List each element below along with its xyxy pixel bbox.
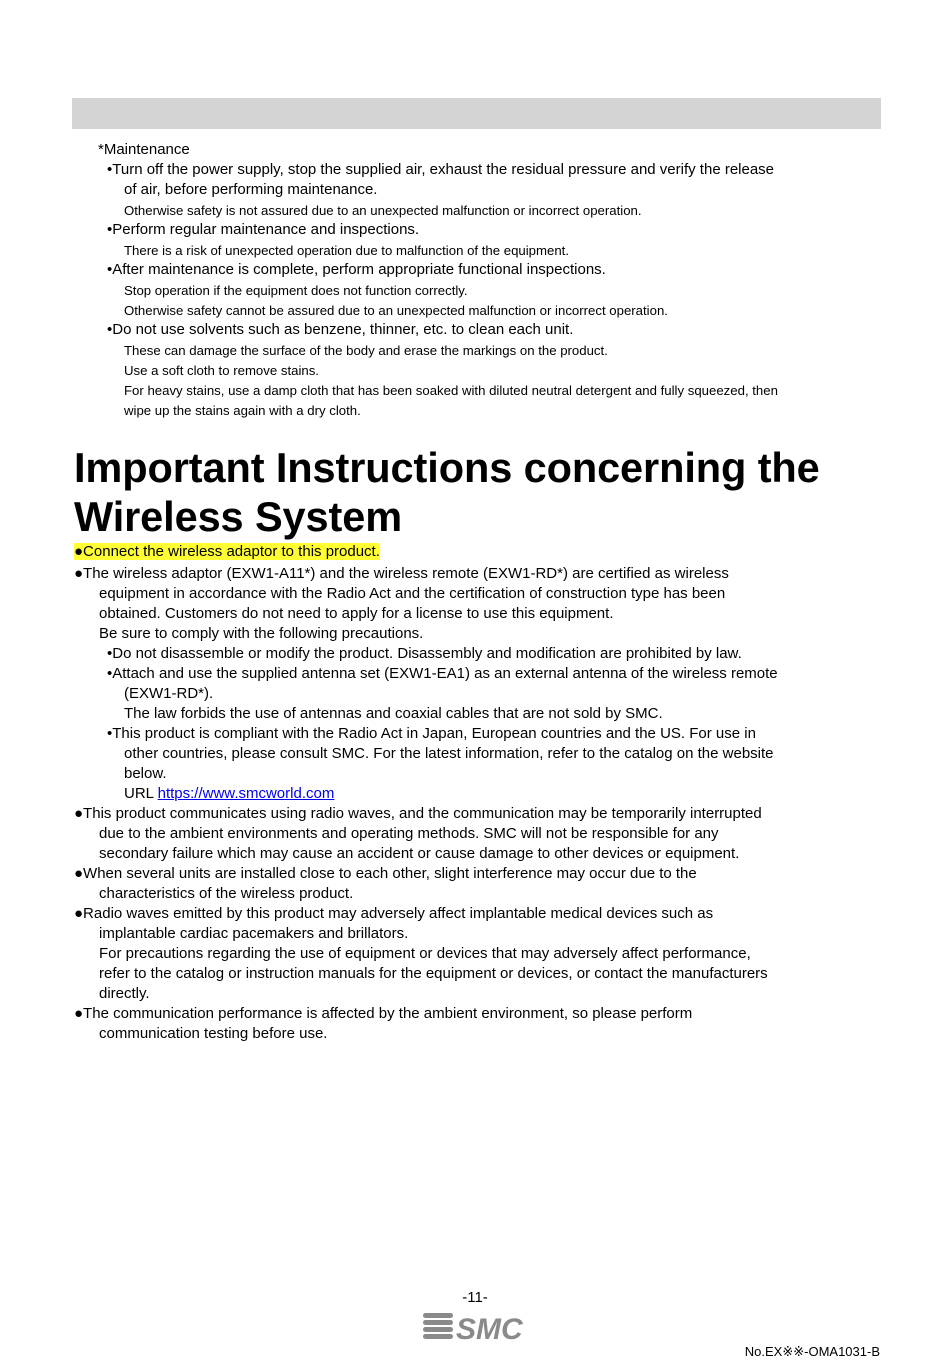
precaution-item-3-cont: below. <box>124 765 167 782</box>
website-link[interactable]: https://www.smcworld.com <box>157 785 335 802</box>
precaution-item-3-cont: other countries, please consult SMC. For the latest information, refer to the catalog on the website <box>124 745 774 762</box>
maintenance-note: Stop operation if the equipment does not function correctly. <box>124 283 468 298</box>
smc-logo <box>423 1308 533 1342</box>
maintenance-item-1: •Turn off the power supply, stop the supplied air, exhaust the residual pressure and verify the release <box>107 161 775 178</box>
wireless-bullet-1: ●The wireless adaptor (EXW1-A11*) and the wireless remote (EXW1-RD*) are certified as wireless <box>74 565 729 582</box>
highlight-text: ●Connect the wireless adaptor to this product. <box>74 543 380 560</box>
url-line <box>124 784 334 804</box>
maintenance-item-4: •Do not use solvents such as benzene, thinner, etc. to clean each unit. <box>107 321 574 338</box>
wireless-bullet-1-cont: equipment in accordance with the Radio Act and the certification of construction type has been <box>99 585 726 602</box>
maintenance-item-1-cont: of air, before performing maintenance. <box>124 181 378 198</box>
section-heading: Important Instructions concerning the <box>74 444 820 491</box>
wireless-bullet-4-cont: directly. <box>99 985 150 1002</box>
wireless-bullet-1-cont: Be sure to comply with the following precautions. <box>99 625 424 642</box>
wireless-bullet-3-cont: characteristics of the wireless product. <box>99 885 354 902</box>
maintenance-note: Use a soft cloth to remove stains. <box>124 363 319 378</box>
wireless-bullet-4: ●Radio waves emitted by this product may adversely affect implantable medical devices such as <box>74 905 714 922</box>
wireless-bullet-5-cont: communication testing before use. <box>99 1025 328 1042</box>
maintenance-item-3: •After maintenance is complete, perform appropriate functional inspections. <box>107 261 606 278</box>
wireless-bullet-3: ●When several units are installed close to each other, slight interference may occur due to the <box>74 865 697 882</box>
wireless-bullet-2-cont: secondary failure which may cause an accident or cause damage to other devices or equipment. <box>99 845 740 862</box>
precaution-item-2-cont: (EXW1-RD*). <box>124 685 214 702</box>
wireless-bullet-1-cont: obtained. Customers do not need to apply for a license to use this equipment. <box>99 605 614 622</box>
precaution-item-1: •Do not disassemble or modify the product. Disassembly and modification are prohibited by law. <box>107 645 742 662</box>
document-number: No.EX※※-OMA1031-B <box>744 1344 880 1359</box>
maintenance-note: wipe up the stains again with a dry cloth. <box>124 403 361 418</box>
wireless-bullet-5: ●The communication performance is affected by the ambient environment, so please perform <box>74 1005 693 1022</box>
wireless-bullet-4-cont: For precautions regarding the use of equipment or devices that may adversely affect performance, <box>99 945 751 962</box>
precaution-item-2-cont: The law forbids the use of antennas and coaxial cables that are not sold by SMC. <box>124 705 663 722</box>
logo-text: SMC <box>456 1313 523 1342</box>
wireless-bullet-4-cont: refer to the catalog or instruction manuals for the equipment or devices, or contact the manufacturers <box>99 965 768 982</box>
maintenance-item-2: •Perform regular maintenance and inspections. <box>107 221 420 238</box>
page-number: -11- <box>462 1289 488 1306</box>
url-label: URL <box>124 785 154 802</box>
maintenance-note: These can damage the surface of the body and erase the markings on the product. <box>124 343 608 358</box>
maintenance-note: Otherwise safety is not assured due to an unexpected malfunction or incorrect operation. <box>124 203 642 218</box>
wireless-bullet-2: ●This product communicates using radio waves, and the communication may be temporarily interrupted <box>74 805 762 822</box>
highlight-notice <box>74 542 380 562</box>
section-heading-cont: Wireless System <box>74 493 403 540</box>
maintenance-note: Otherwise safety cannot be assured due to an unexpected malfunction or incorrect operation. <box>124 303 668 318</box>
maintenance-note: There is a risk of unexpected operation due to malfunction of the equipment. <box>124 243 569 258</box>
maintenance-note: For heavy stains, use a damp cloth that has been soaked with diluted neutral detergent and fully squeezed, then <box>124 383 778 398</box>
precaution-item-2: •Attach and use the supplied antenna set (EXW1-EA1) as an external antenna of the wireless remote <box>107 665 778 682</box>
section-header-bar <box>72 98 881 129</box>
wireless-bullet-4-cont: implantable cardiac pacemakers and brillators. <box>99 925 409 942</box>
precaution-item-3: •This product is compliant with the Radio Act in Japan, European countries and the US. For use in <box>107 725 756 742</box>
maintenance-title: *Maintenance <box>98 141 190 158</box>
wireless-bullet-2-cont: due to the ambient environments and operating methods. SMC will not be responsible for any <box>99 825 719 842</box>
